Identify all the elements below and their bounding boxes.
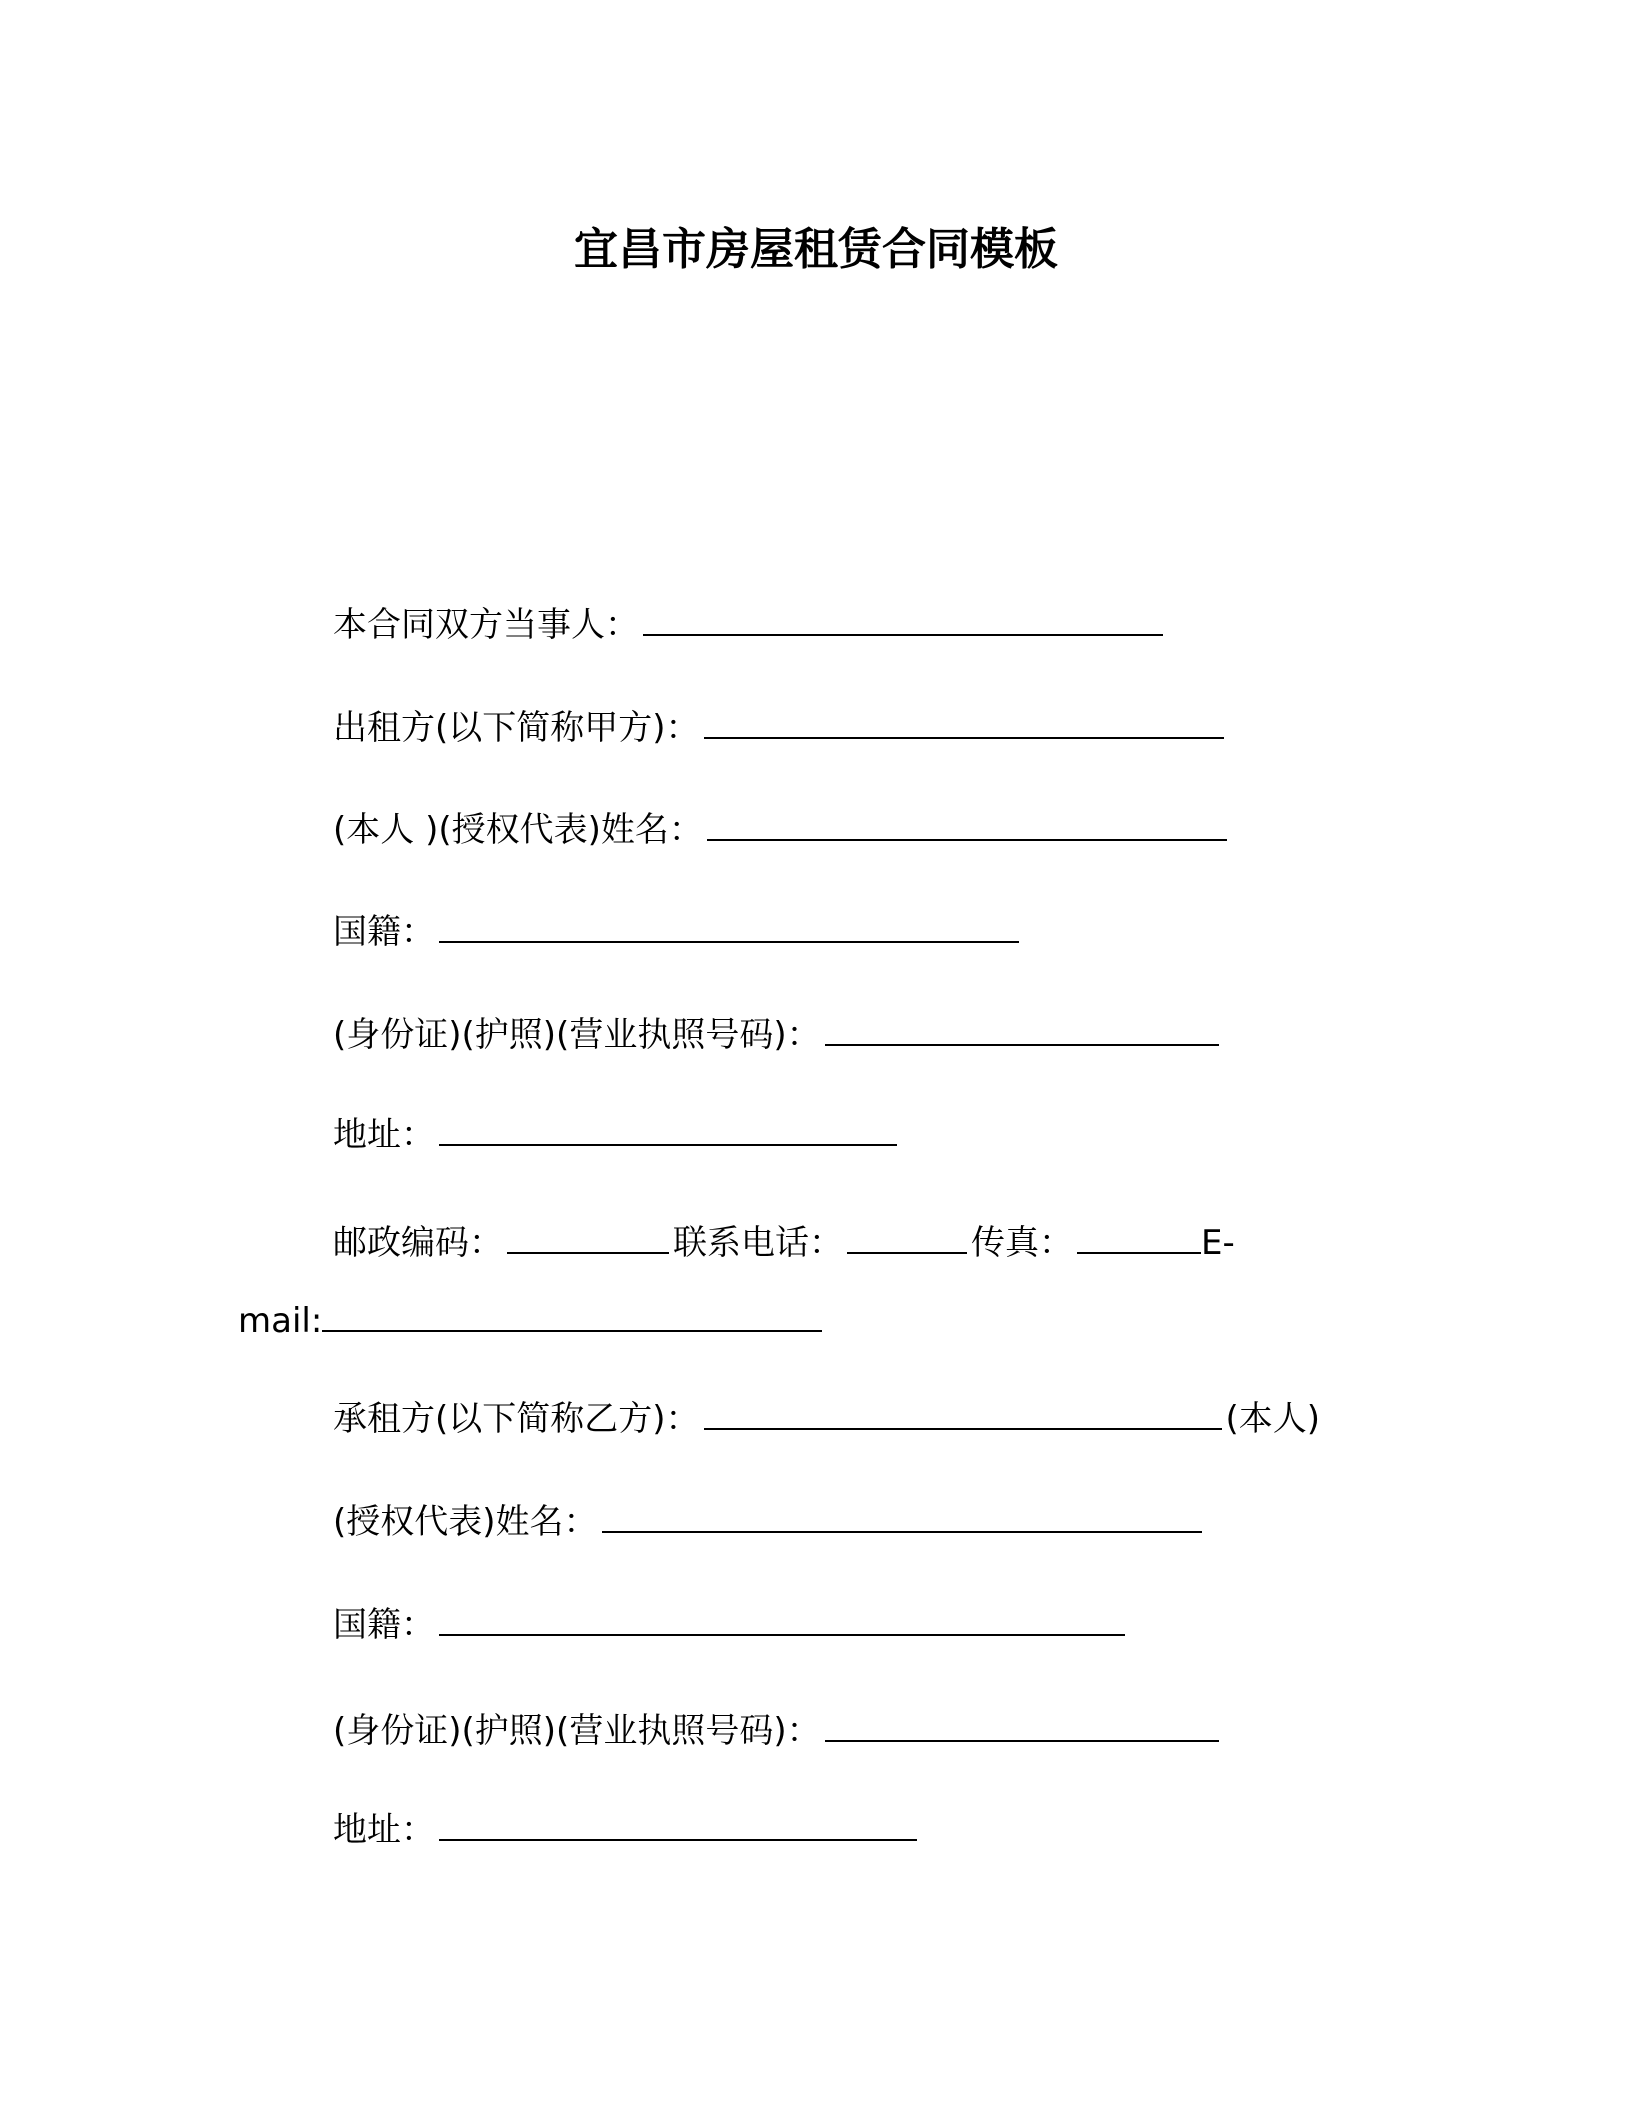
lessor-id-blank[interactable] bbox=[825, 1010, 1219, 1046]
lessor-name-line bbox=[333, 805, 1231, 854]
lessee-nationality-line bbox=[333, 1600, 1129, 1649]
postcode-label: 邮政编码： bbox=[333, 1223, 503, 1263]
email-blank[interactable] bbox=[322, 1296, 822, 1332]
parties-blank[interactable] bbox=[643, 600, 1163, 636]
lessee-name-line bbox=[333, 1497, 1206, 1546]
lessee-blank[interactable] bbox=[704, 1394, 1222, 1430]
lessee-name-blank[interactable] bbox=[602, 1497, 1202, 1533]
lessor-address-label: 地址： bbox=[333, 1115, 435, 1155]
lessee-nationality-label: 国籍： bbox=[333, 1605, 435, 1645]
postcode-blank[interactable] bbox=[507, 1218, 669, 1254]
lessee-line bbox=[333, 1394, 1320, 1443]
phone-blank[interactable] bbox=[847, 1218, 967, 1254]
lessee-address-line bbox=[333, 1805, 921, 1854]
lessor-id-label: (身份证)(护照)(营业执照号码)： bbox=[333, 1015, 821, 1055]
lessor-nationality-line bbox=[333, 907, 1023, 956]
lessee-address-label: 地址： bbox=[333, 1810, 435, 1850]
lessee-label: 承租方(以下简称乙方)： bbox=[333, 1399, 700, 1439]
lessee-address-blank[interactable] bbox=[439, 1805, 917, 1841]
lessor-line bbox=[333, 703, 1228, 752]
lessor-address-line bbox=[333, 1110, 901, 1159]
lessor-blank[interactable] bbox=[704, 703, 1224, 739]
email-label-start: E- bbox=[1201, 1223, 1235, 1263]
lessee-id-label: (身份证)(护照)(营业执照号码)： bbox=[333, 1711, 821, 1751]
lessee-nationality-blank[interactable] bbox=[439, 1600, 1125, 1636]
document-title: 宜昌市房屋租赁合同模板 bbox=[574, 224, 1058, 275]
lessor-name-label: (本人 )(授权代表)姓名： bbox=[333, 810, 703, 850]
fax-label: 传真： bbox=[971, 1223, 1073, 1263]
lessor-label: 出租方(以下简称甲方)： bbox=[333, 708, 700, 748]
lessee-suffix: (本人) bbox=[1225, 1399, 1321, 1439]
lessee-name-label: (授权代表)姓名： bbox=[333, 1502, 598, 1542]
lessor-name-blank[interactable] bbox=[707, 805, 1227, 841]
parties-label: 本合同双方当事人： bbox=[333, 605, 639, 645]
lessor-nationality-blank[interactable] bbox=[439, 907, 1019, 943]
email-label-end: mail: bbox=[238, 1301, 323, 1341]
lessee-id-line bbox=[333, 1706, 1223, 1755]
lessee-id-blank[interactable] bbox=[825, 1706, 1219, 1742]
lessor-contact-line bbox=[333, 1218, 1235, 1267]
fax-blank[interactable] bbox=[1077, 1218, 1201, 1254]
phone-label: 联系电话： bbox=[673, 1223, 843, 1263]
lessor-nationality-label: 国籍： bbox=[333, 912, 435, 952]
lessor-address-blank[interactable] bbox=[439, 1110, 897, 1146]
lessor-id-line bbox=[333, 1010, 1223, 1059]
parties-line bbox=[333, 600, 1167, 649]
lessor-email-line bbox=[238, 1296, 826, 1345]
